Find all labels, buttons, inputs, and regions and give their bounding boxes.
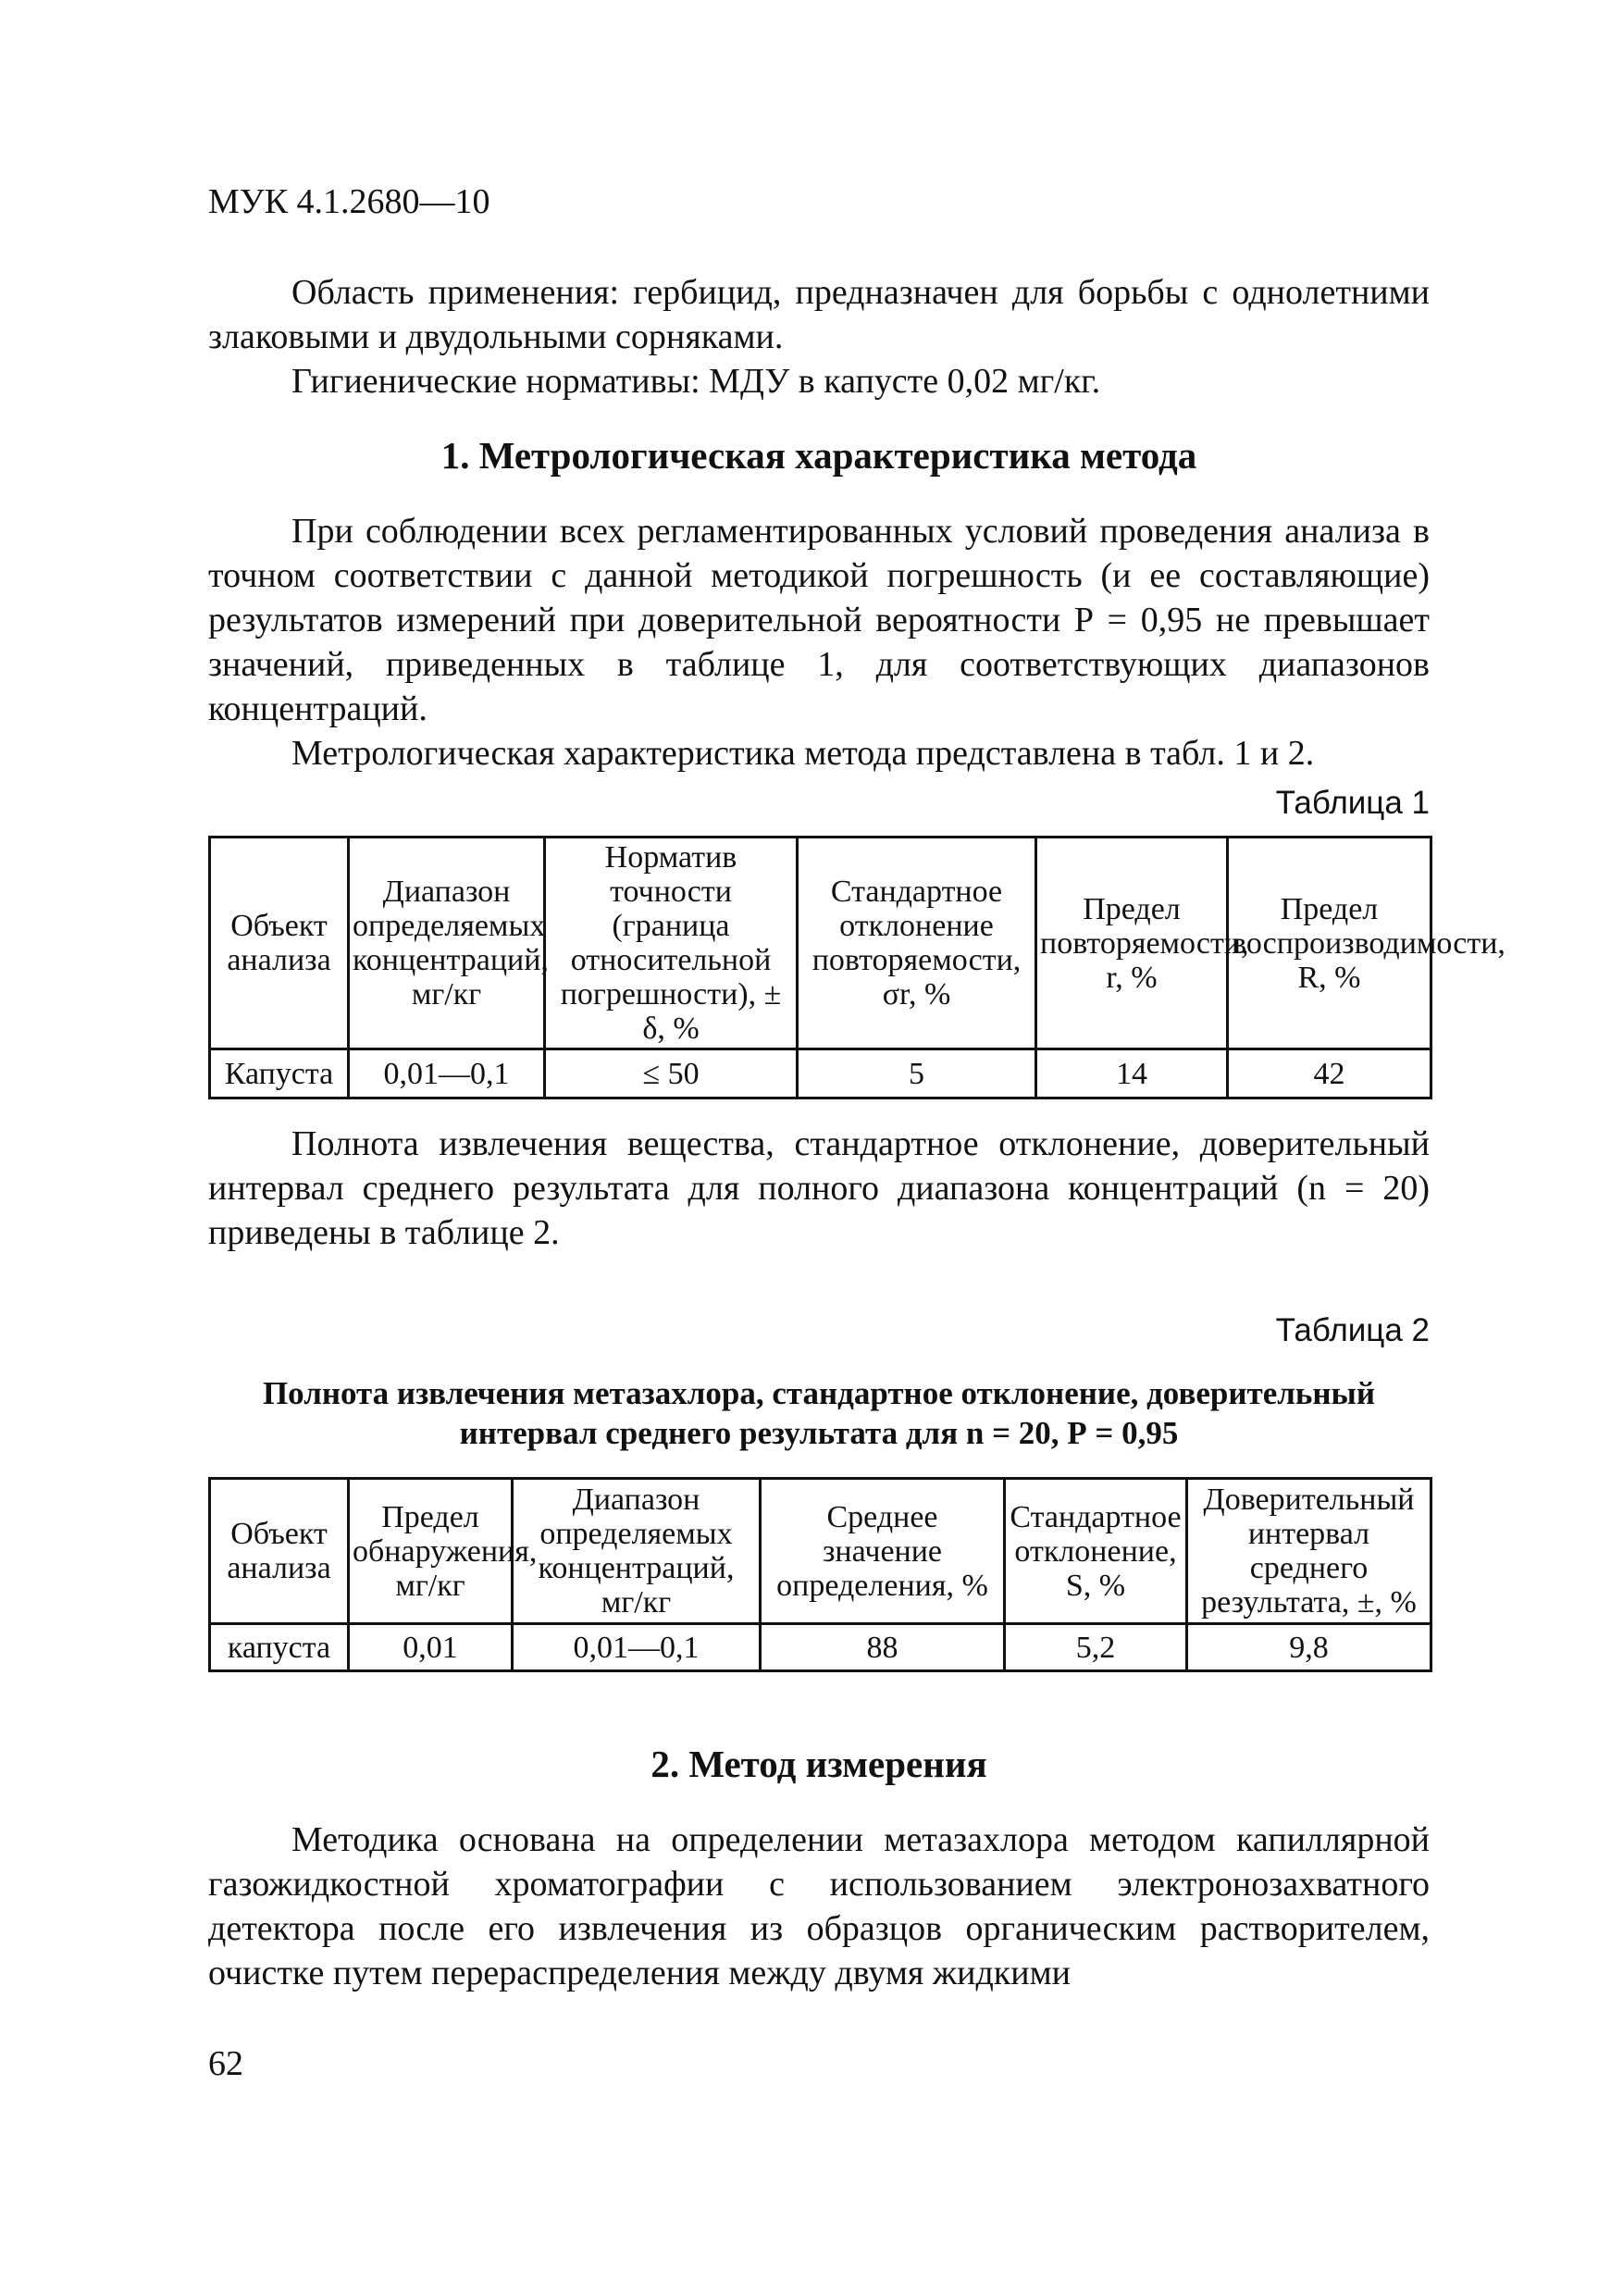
table-1-header-cell: Норматив точности (границa относительной погрешности), ± δ, % [545, 838, 798, 1049]
table-1-header-cell: Объект анализа [210, 838, 349, 1049]
section-2-paragraph: Методика основана на определении метазахлора методом капиллярной газожидкостной хроматографии с использованием электронозахватного детектора после его извлечения из образцов органическим растворителем, очистке путем перераспределения между двумя жидкими [208, 1820, 1430, 1992]
table-2-label: Таблица 2 [1275, 1312, 1430, 1348]
table-2-cell: 5,2 [1005, 1624, 1187, 1671]
table-2-header-cell: Диапазон определяемых концентраций, мг/кг [513, 1479, 761, 1624]
table-1-header-cell: Предел воспроизводимости, R, % [1228, 838, 1431, 1049]
table-2-header-row [210, 1479, 1431, 1624]
table-1-header-cell: Диапазон определяемых концентраций, мг/кг [349, 838, 545, 1049]
table-1-label: Таблица 1 [1275, 785, 1430, 821]
table-2 [208, 1477, 1432, 1672]
table-1-cell: 14 [1036, 1049, 1228, 1098]
between-text [208, 1122, 1430, 1255]
section-1-paragraph-2: Метрологическая характеристика метода представлена в табл. 1 и 2. [291, 734, 1315, 773]
intro-text [208, 270, 1430, 403]
table-2-cell: 9,8 [1187, 1624, 1431, 1671]
table-2-header-cell: Объект анализа [210, 1479, 349, 1624]
section-2-text [208, 1818, 1430, 1995]
page-number: 62 [208, 2044, 243, 2083]
table-2-header-cell: Стандартное отклонение, S, % [1005, 1479, 1187, 1624]
table-1-header-cell: Предел повторяемости, r, % [1036, 838, 1228, 1049]
table-1-cell: 42 [1228, 1049, 1431, 1098]
table-2-cell: 0,01—0,1 [513, 1624, 761, 1671]
table-row [210, 1049, 1431, 1098]
table-2-caption: Полнота извлечения метазахлора, стандартное отклонение, доверительный интервал среднего результата для n = 20, Р = 0,95 [262, 1375, 1376, 1451]
table-2-header-cell: Предел обнаружения, мг/кг [349, 1479, 513, 1624]
section-1-heading: 1. Метрологическая характеристика метода [440, 434, 1197, 477]
table-1-cell: 0,01—0,1 [349, 1049, 545, 1098]
table-1-cell: 5 [798, 1049, 1036, 1098]
table-1-header-cell: Стандартное отклонение повторяемости, σr, % [798, 838, 1036, 1049]
table-row [210, 1624, 1431, 1671]
section-1-text [208, 509, 1430, 776]
table-2-header-cell: Среднее значение определения, % [761, 1479, 1005, 1624]
table-1-cell: Капуста [210, 1049, 349, 1098]
section-2-heading: 2. Метод измерения [650, 1743, 987, 1785]
table-1-header-row [210, 838, 1431, 1049]
table-1-cell: ≤ 50 [545, 1049, 798, 1098]
table-2-cell: 88 [761, 1624, 1005, 1671]
table-2-header-cell: Доверительный интервал среднего результата, ±, % [1187, 1479, 1431, 1624]
hygiene-paragraph: Гигиенические нормативы: МДУ в капусте 0,02 мг/кг. [291, 362, 1101, 401]
recovery-paragraph: Полнота извлечения вещества, стандартное отклонение, доверительный интервал среднего результата для полного диапазона концентраций (n = 20) приведены в таблице 2. [208, 1124, 1430, 1252]
section-1-paragraph: При соблюдении всех регламентированных условий проведения анализа в точном соответствии с данной методикой погрешность (и ее составляющие) результатов измерений при доверительной вероятности Р = 0,95 не превышает значений, приведенных в таблице 1, для соответствующих диапазонов концентраций. [208, 512, 1430, 728]
document-code: МУК 4.1.2680—10 [208, 182, 490, 221]
table-2-cell: 0,01 [349, 1624, 513, 1671]
table-2-cell: капуста [210, 1624, 349, 1671]
table-1 [208, 836, 1505, 1099]
scope-paragraph: Область применения: гербицид, предназначен для борьбы с однолетними злаковыми и двудольными сорняками. [208, 273, 1430, 356]
